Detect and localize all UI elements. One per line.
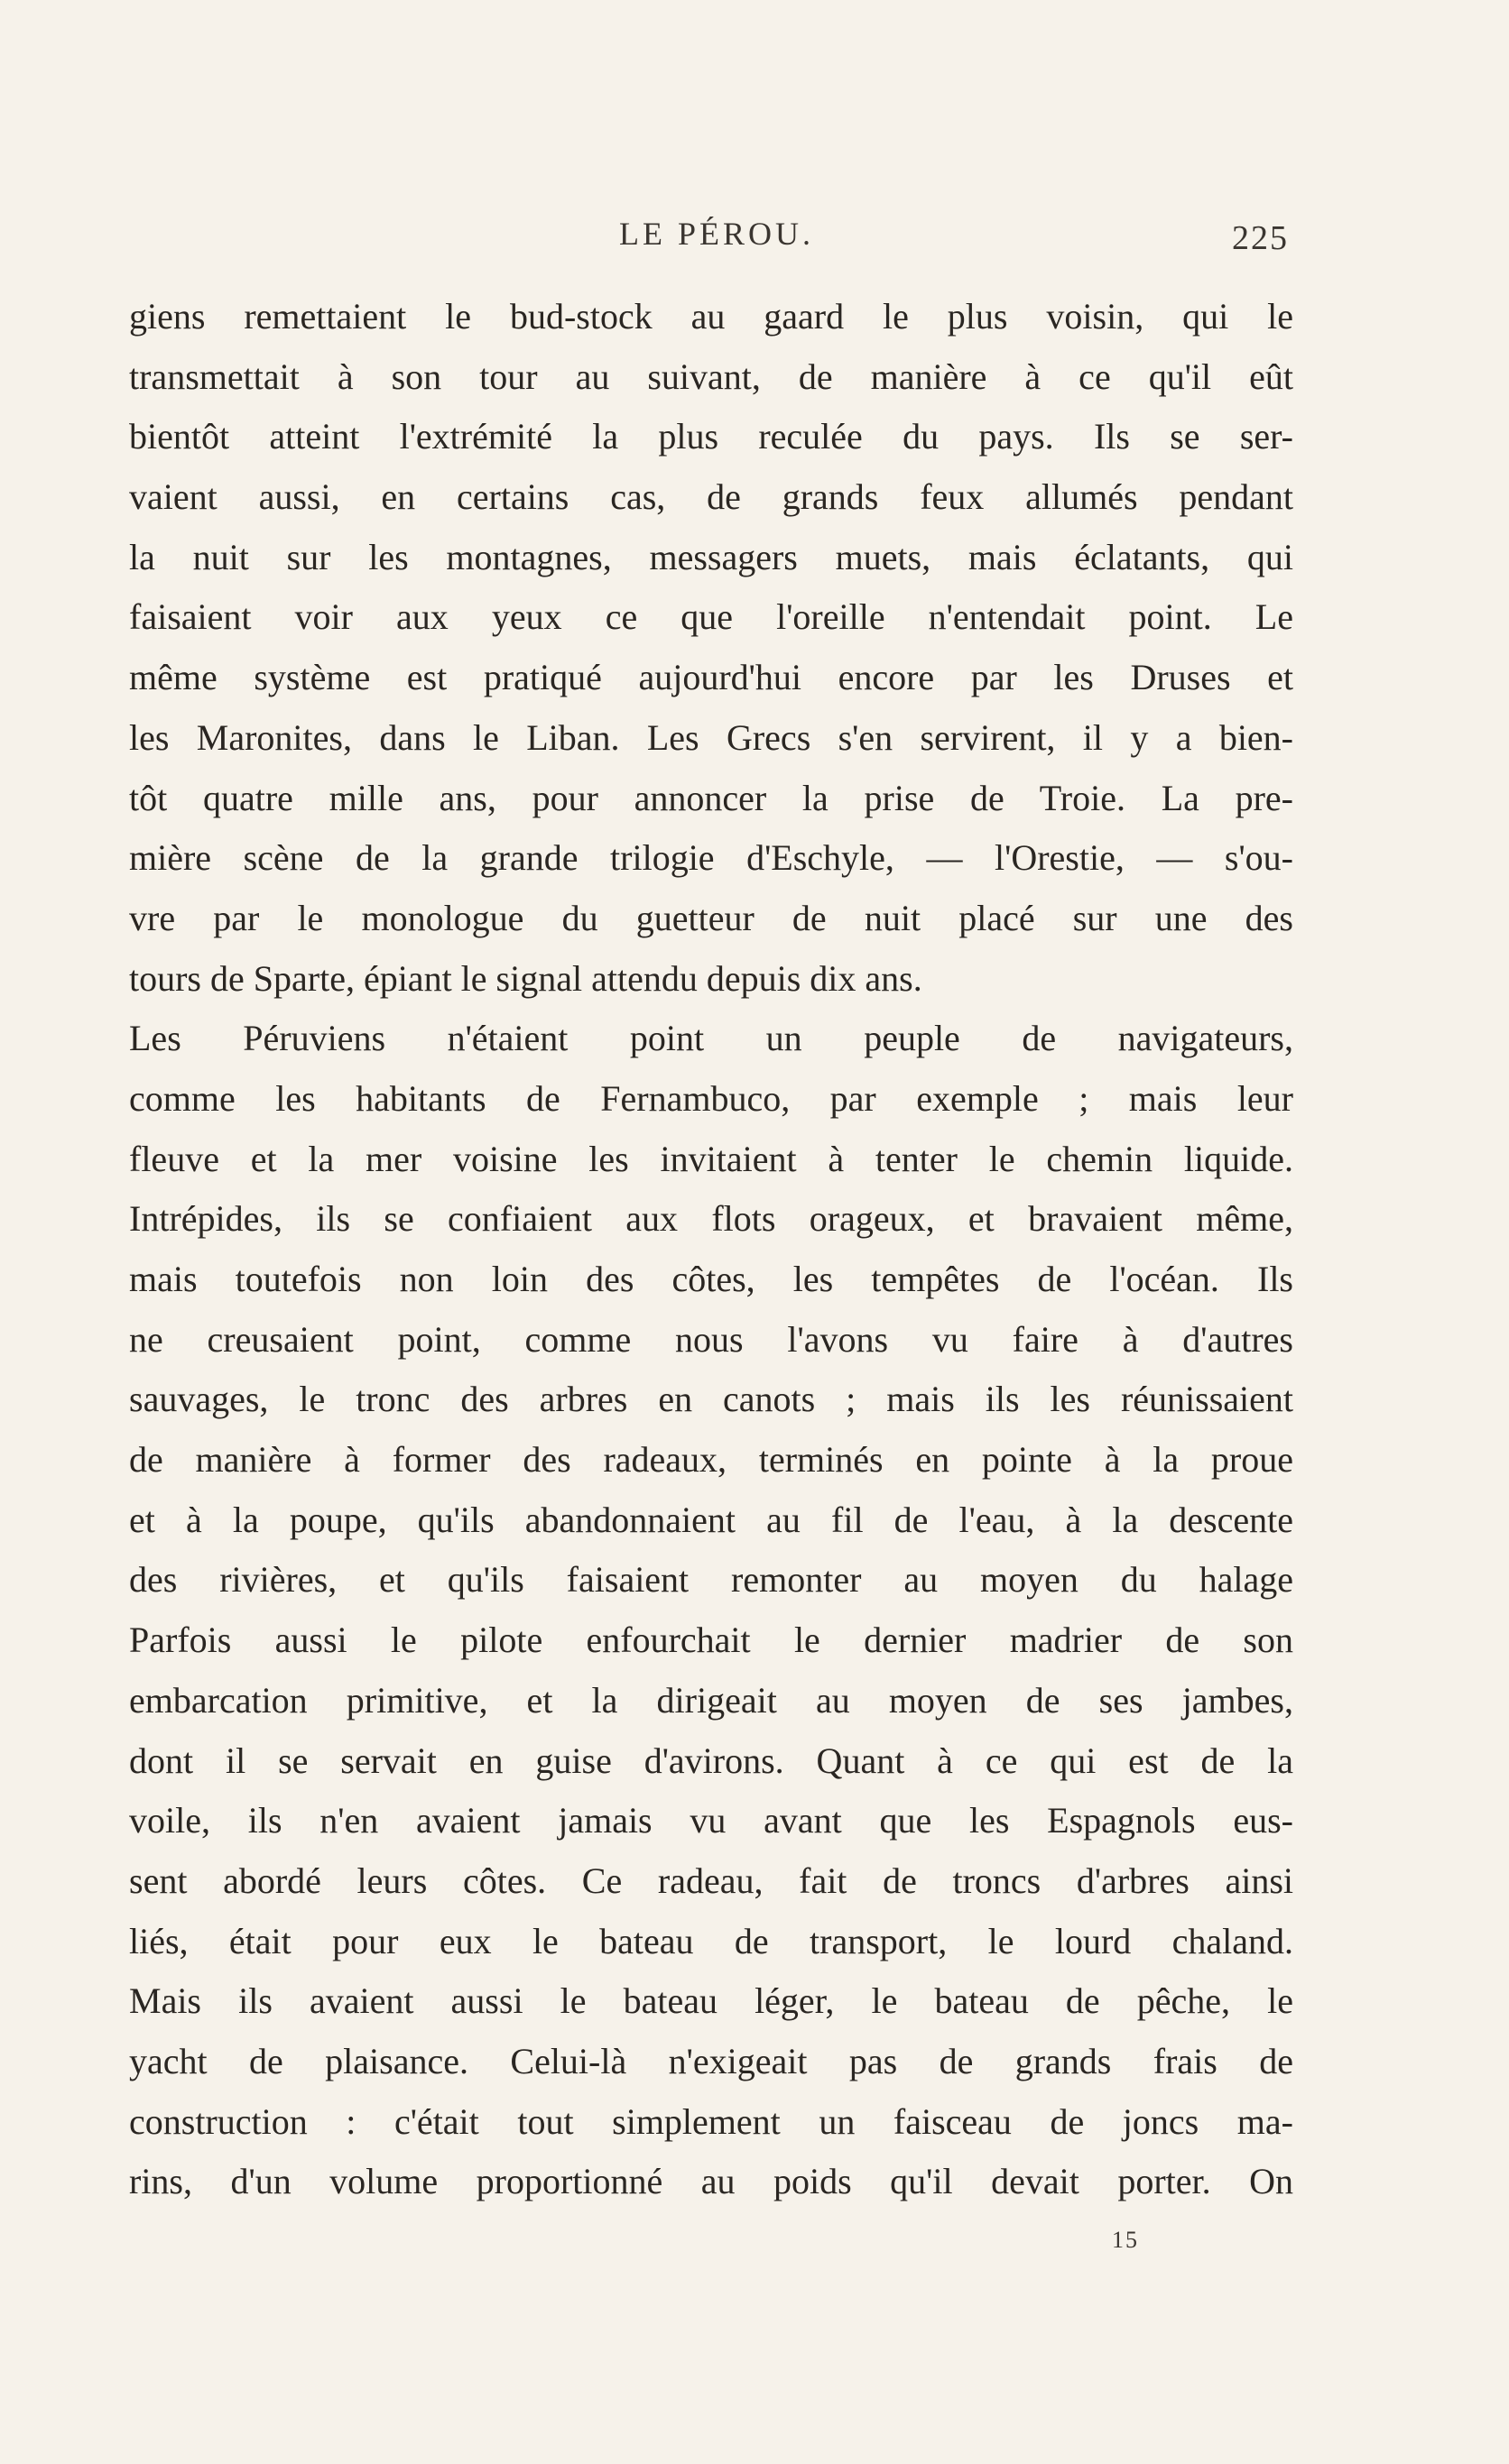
text-line: giens remettaient le bud-stock au gaard le plus voisin, qui le: [129, 296, 1293, 337]
text-line: mière scène de la grande trilogie d'Eschyle, — l'Orestie, — s'ou-: [129, 837, 1293, 879]
text-line: sent abordé leurs côtes. Ce radeau, fait de troncs d'arbres ainsi: [129, 1860, 1293, 1901]
running-head: LE PÉROU.: [619, 216, 814, 252]
text-line: tours de Sparte, épiant le signal attendu depuis dix ans.: [129, 957, 922, 999]
text-line: Mais ils avaient aussi le bateau léger, le bateau de pêche, le: [129, 1980, 1293, 2022]
text-line: même système est pratiqué aujourd'hui encore par les Druses et: [129, 657, 1293, 698]
text-line: Les Péruviens n'étaient point un peuple de navigateurs,: [129, 1018, 1293, 1059]
text-line: bientôt atteint l'extrémité la plus reculée du pays. Ils se ser-: [129, 416, 1293, 457]
text-line: construction : c'était tout simplement un faisceau de joncs ma-: [129, 2100, 1293, 2142]
text-line: Parfois aussi le pilote enfourchait le dernier madrier de son: [129, 1620, 1293, 1661]
page-number: 225: [1232, 219, 1289, 257]
text-line: sauvages, le tronc des arbres en canots ; mais ils les réunissaient: [129, 1379, 1293, 1420]
text-line: comme les habitants de Fernambuco, par exemple ; mais leur: [129, 1077, 1293, 1119]
text-line: rins, d'un volume proportionné au poids qu'il devait porter. On: [129, 2161, 1293, 2202]
text-line: vaient aussi, en certains cas, de grands feux allumés pendant: [129, 476, 1293, 518]
text-line: mais toutefois non loin des côtes, les tempêtes de l'océan. Ils: [129, 1259, 1293, 1299]
text-line: ne creusaient point, comme nous l'avons vu faire à d'autres: [129, 1318, 1293, 1360]
text-line: yacht de plaisance. Celui-là n'exigeait pas de grands frais de: [129, 2040, 1293, 2081]
text-line: tôt quatre mille ans, pour annoncer la prise de Troie. La pre-: [129, 777, 1293, 818]
text-line: de manière à former des radeaux, terminés en pointe à la proue: [129, 1439, 1293, 1481]
text-line: transmettait à son tour au suivant, de manière à ce qu'il eût: [129, 355, 1293, 397]
text-line: des rivières, et qu'ils faisaient remonter au moyen du halage: [129, 1559, 1293, 1601]
page-header: [0, 215, 1509, 269]
text-line: faisaient voir aux yeux ce que l'oreille n'entendait point. Le: [129, 596, 1293, 638]
text-line: les Maronites, dans le Liban. Les Grecs s'en servirent, il y a bien-: [129, 716, 1293, 758]
text-line: fleuve et la mer voisine les invitaient à tenter le chemin liquide.: [129, 1138, 1293, 1179]
text-line: vre par le monologue du guetteur de nuit placé sur une des: [129, 897, 1293, 938]
text-line: la nuit sur les montagnes, messagers muets, mais éclatants, qui: [129, 536, 1293, 577]
signature-mark: 15: [1112, 2227, 1139, 2253]
body-text: [129, 287, 1293, 2212]
text-line: Intrépides, ils se confiaient aux flots orageux, et bravaient même,: [129, 1198, 1293, 1240]
text-line: dont il se servait en guise d'avirons. Quant à ce qui est de la: [129, 1740, 1293, 1781]
text-line: voile, ils n'en avaient jamais vu avant que les Espagnols eus-: [129, 1800, 1293, 1841]
text-line: et à la poupe, qu'ils abandonnaient au fil de l'eau, à la descente: [129, 1499, 1293, 1540]
text-line: liés, était pour eux le bateau de transport, le lourd chaland.: [129, 1920, 1293, 1961]
text-line: embarcation primitive, et la dirigeait au moyen de ses jambes,: [129, 1679, 1293, 1721]
